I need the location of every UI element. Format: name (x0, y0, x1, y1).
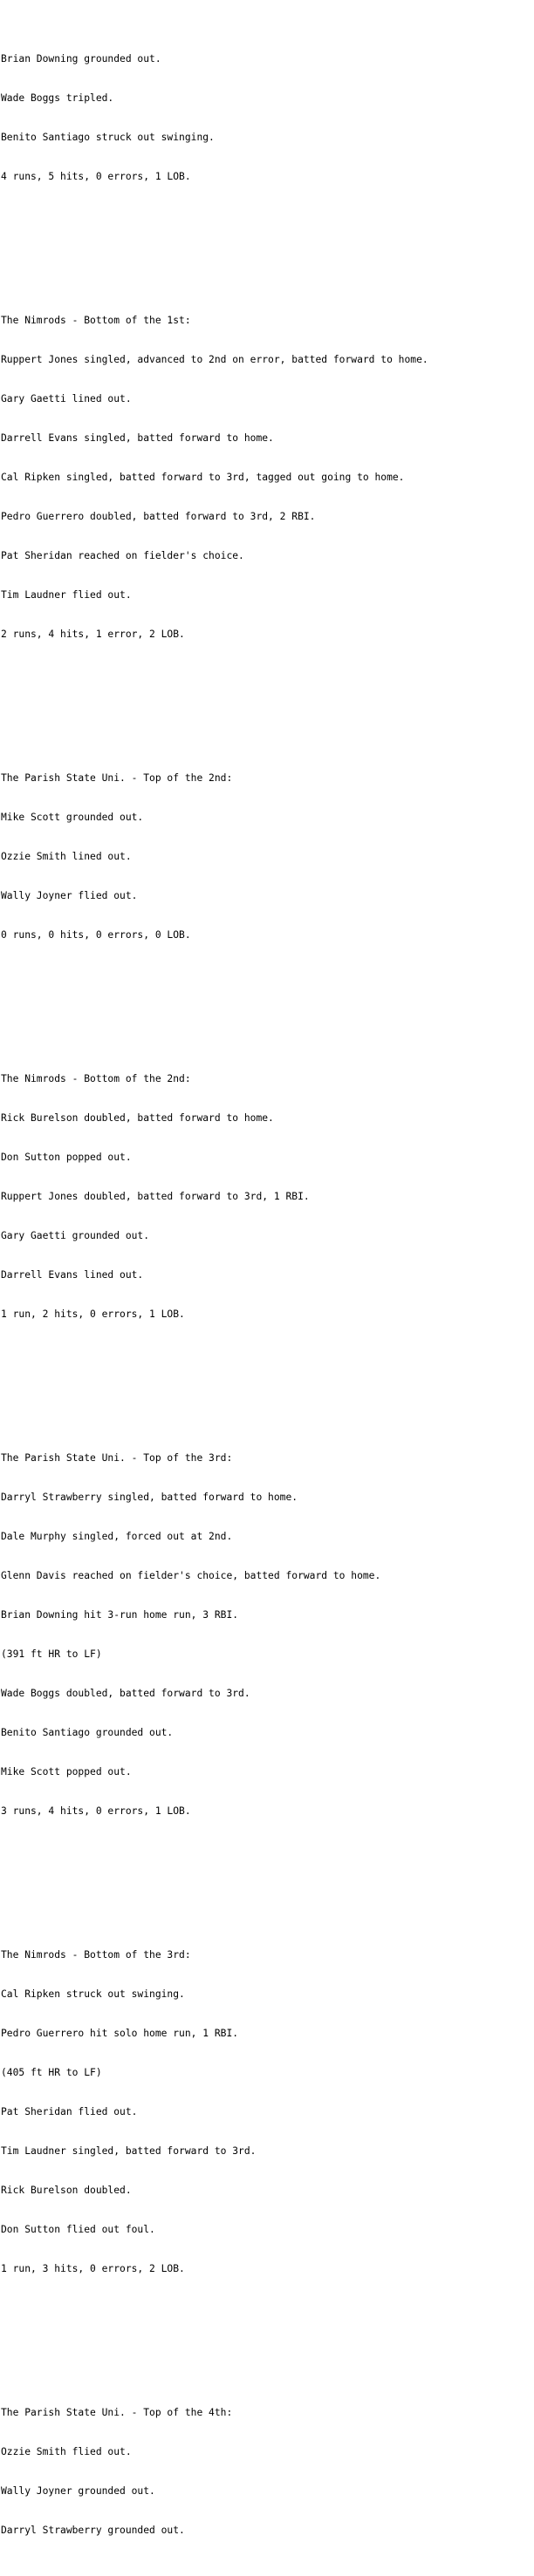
play-line: Brian Downing grounded out. (1, 53, 161, 65)
play-line: Ruppert Jones singled, advanced to 2nd on error, batted forward to home. (1, 354, 428, 365)
play-line: Cal Ripken struck out swinging. (1, 1988, 185, 2000)
blank-line (1, 693, 428, 706)
inning-summary: 0 runs, 0 hits, 0 errors, 0 LOB. (1, 929, 191, 941)
play-line: Darryl Strawberry grounded out. (1, 2525, 185, 2536)
inning-header: The Nimrods - Bottom of the 2nd: (1, 1073, 191, 1084)
play-line: Don Sutton popped out. (1, 1152, 132, 1163)
inning-block (1, 288, 428, 667)
play-line: Ruppert Jones doubled, batted forward to 3rd, 1 RBI. (1, 1191, 310, 1202)
home-run-distance: (391 ft HR to LF) (1, 1648, 102, 1660)
play-line: Pat Sheridan reached on fielder's choice. (1, 550, 244, 561)
play-line: Tim Laudner flied out. (1, 589, 132, 601)
play-line: Tim Laudner singled, batted forward to 3rd. (1, 2145, 257, 2157)
blank-line (1, 235, 428, 248)
play-line: Dale Murphy singled, forced out at 2nd. (1, 1531, 233, 1542)
play-line: Pedro Guerrero doubled, batted forward to 3rd, 2 RBI. (1, 511, 316, 522)
play-line: Benito Santiago struck out swinging. (1, 132, 215, 143)
play-line: Pedro Guerrero hit solo home run, 1 RBI. (1, 2028, 239, 2039)
inning-summary: 4 runs, 5 hits, 0 errors, 1 LOB. (1, 171, 191, 182)
play-line: Mike Scott popped out. (1, 1766, 132, 1777)
play-line: Gary Gaetti lined out. (1, 393, 132, 404)
inning-header: The Parish State Uni. - Top of the 4th: (1, 2407, 233, 2418)
play-by-play-log (1, 0, 428, 2576)
inning-block (1, 1425, 428, 1844)
blank-line (1, 994, 428, 1007)
play-line: Mike Scott grounded out. (1, 812, 144, 823)
play-line: Wally Joyner grounded out. (1, 2485, 155, 2497)
play-line: Wade Boggs doubled, batted forward to 3rd. (1, 1688, 250, 1699)
play-line: Rick Burelson doubled, batted forward to home. (1, 1112, 274, 1124)
play-line: Cal Ripken singled, batted forward to 3rd, tagged out going to home. (1, 472, 405, 483)
play-line: Don Sutton flied out foul. (1, 2224, 155, 2235)
play-line: Gary Gaetti grounded out. (1, 1230, 150, 1241)
blank-line (1, 2328, 428, 2341)
inning-block (1, 2380, 428, 2563)
play-line: Benito Santiago grounded out. (1, 1727, 174, 1738)
inning-header: The Nimrods - Bottom of the 3rd: (1, 1949, 191, 1961)
inning-summary: 1 run, 3 hits, 0 errors, 2 LOB. (1, 2263, 185, 2274)
inning-header: The Parish State Uni. - Top of the 2nd: (1, 772, 233, 784)
inning-block (1, 1922, 428, 2301)
intro-block (1, 26, 428, 209)
play-line: Glenn Davis reached on fielder's choice, batted forward to home. (1, 1570, 381, 1581)
home-run-distance: (405 ft HR to LF) (1, 2067, 102, 2078)
play-line: Wally Joyner flied out. (1, 890, 138, 901)
play-line: Ozzie Smith lined out. (1, 851, 132, 862)
inning-header: The Nimrods - Bottom of the 1st: (1, 315, 191, 326)
inning-summary: 3 runs, 4 hits, 0 errors, 1 LOB. (1, 1805, 191, 1817)
blank-line (1, 1870, 428, 1883)
inning-summary: 2 runs, 4 hits, 1 error, 2 LOB. (1, 629, 185, 640)
play-line: Wade Boggs tripled. (1, 92, 114, 104)
inning-summary: 1 run, 2 hits, 0 errors, 1 LOB. (1, 1308, 185, 1320)
play-line: Darrell Evans singled, batted forward to home. (1, 432, 274, 444)
play-line: Brian Downing hit 3-run home run, 3 RBI. (1, 1609, 239, 1621)
play-line: Pat Sheridan flied out. (1, 2106, 138, 2117)
inning-header: The Parish State Uni. - Top of the 3rd: (1, 1452, 233, 1464)
play-line: Rick Burelson doubled. (1, 2185, 132, 2196)
blank-line (1, 1373, 428, 1386)
play-line: Darryl Strawberry singled, batted forward to home. (1, 1492, 298, 1503)
inning-block (1, 1046, 428, 1347)
play-line: Darrell Evans lined out. (1, 1269, 144, 1281)
play-line: Ozzie Smith flied out. (1, 2446, 132, 2457)
inning-block (1, 745, 428, 968)
